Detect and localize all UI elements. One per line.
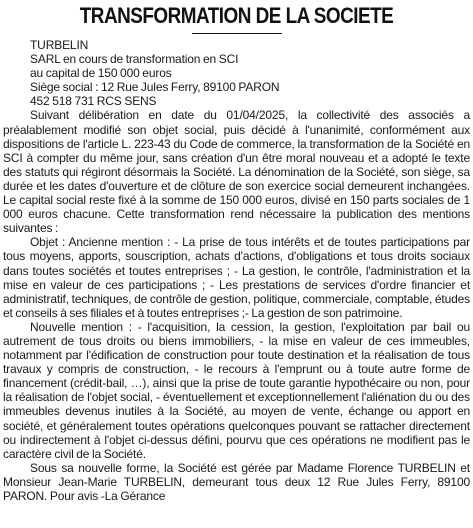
notice-title: TRANSFORMATION DE LA SOCIETE [79,3,394,28]
deliberation-paragraph: Suivant délibération en date du 01/04/2025, la collectivité des associés a préalablement modifié son objet social, puis décidé à l'unanimité, conformément aux dispositions de l'article L. 223-43 du Code de commerce, la transformation de la Société en SCI à compter du même jour, sans création d'un être moral nouveau et a adopté le texte des statuts qui régiront désormais la Société. La dénomination de la Société, son siège, sa durée et les dates d'ouverture et de clôture de son exercice social demeurent inchangées. Le capital social reste fixé à la somme de 150 000 euros, divisé en 150 parts sociales de 1 000 euros chacune. Cette transformation rend nécessaire la publication des mentions suivantes : [3,108,470,236]
new-purpose-paragraph: Nouvelle mention : - l'acquisition, la cession, la gestion, l'exploitation par bail ou autrement de tous droits ou biens immobiliers, - la mise en valeur de ces immeubles, notamment par l'édification de construction pour toute destination et la réalisation de tous travaux y compris de construction, - le recours à l'emprunt ou à toute autre forme de financement (crédit-bail, …), ainsi que la prise de toute garantie hypothécaire ou non, pour la réalisation de l'objet social, - éventuellement et exceptionnellement l'aliénation du ou des immeubles devenus inutiles à la Société, au moyen de vente, échange ou apport en société, et généralement toutes opérations quelconques pouvant se rattacher directement ou indirectement à l'objet ci-dessus défini, pourvu que ces opérations ne modifient pas le caractère civil de la Société. [3,319,470,461]
company-registration: 452 518 731 RCS SENS [30,94,157,109]
management-paragraph: Sous sa nouvelle forme, la Société est gérée par Madame Florence TURBELIN et Monsieur Jean-Marie TURBELIN, demeurant tous deux 12 Rue Jules Ferry, 89100 PARON. Pour avis -La Gérance [3,460,470,503]
company-block [3,38,470,108]
company-registered-office: Siège social : 12 Rue Jules Ferry, 89100 PARON [30,80,280,95]
former-purpose-paragraph: Objet : Ancienne mention : - La prise de tous intérêts et de toutes participations par tous moyens, apports, souscription, achats d'actions, d'obligations et tous droits sociaux dans toutes sociétés et toutes entreprises ; - La gestion, le contrôle, l'administration et la mise en valeur de ces participations ; - Les prestations de services d'ordre financier et administratif, techniques, de contrôle de gestion, politique, commerciale, comptable, études et conseils à ses filiales et à toutes entreprises ;- La gestion de son patrimoine. [3,235,470,320]
title-divider [192,33,282,34]
notice-body [3,38,470,503]
company-capital: au capital de 150 000 euros [30,66,172,81]
company-legal-form: SARL en cours de transformation en SCI [30,52,239,67]
company-name: TURBELIN [30,38,89,52]
